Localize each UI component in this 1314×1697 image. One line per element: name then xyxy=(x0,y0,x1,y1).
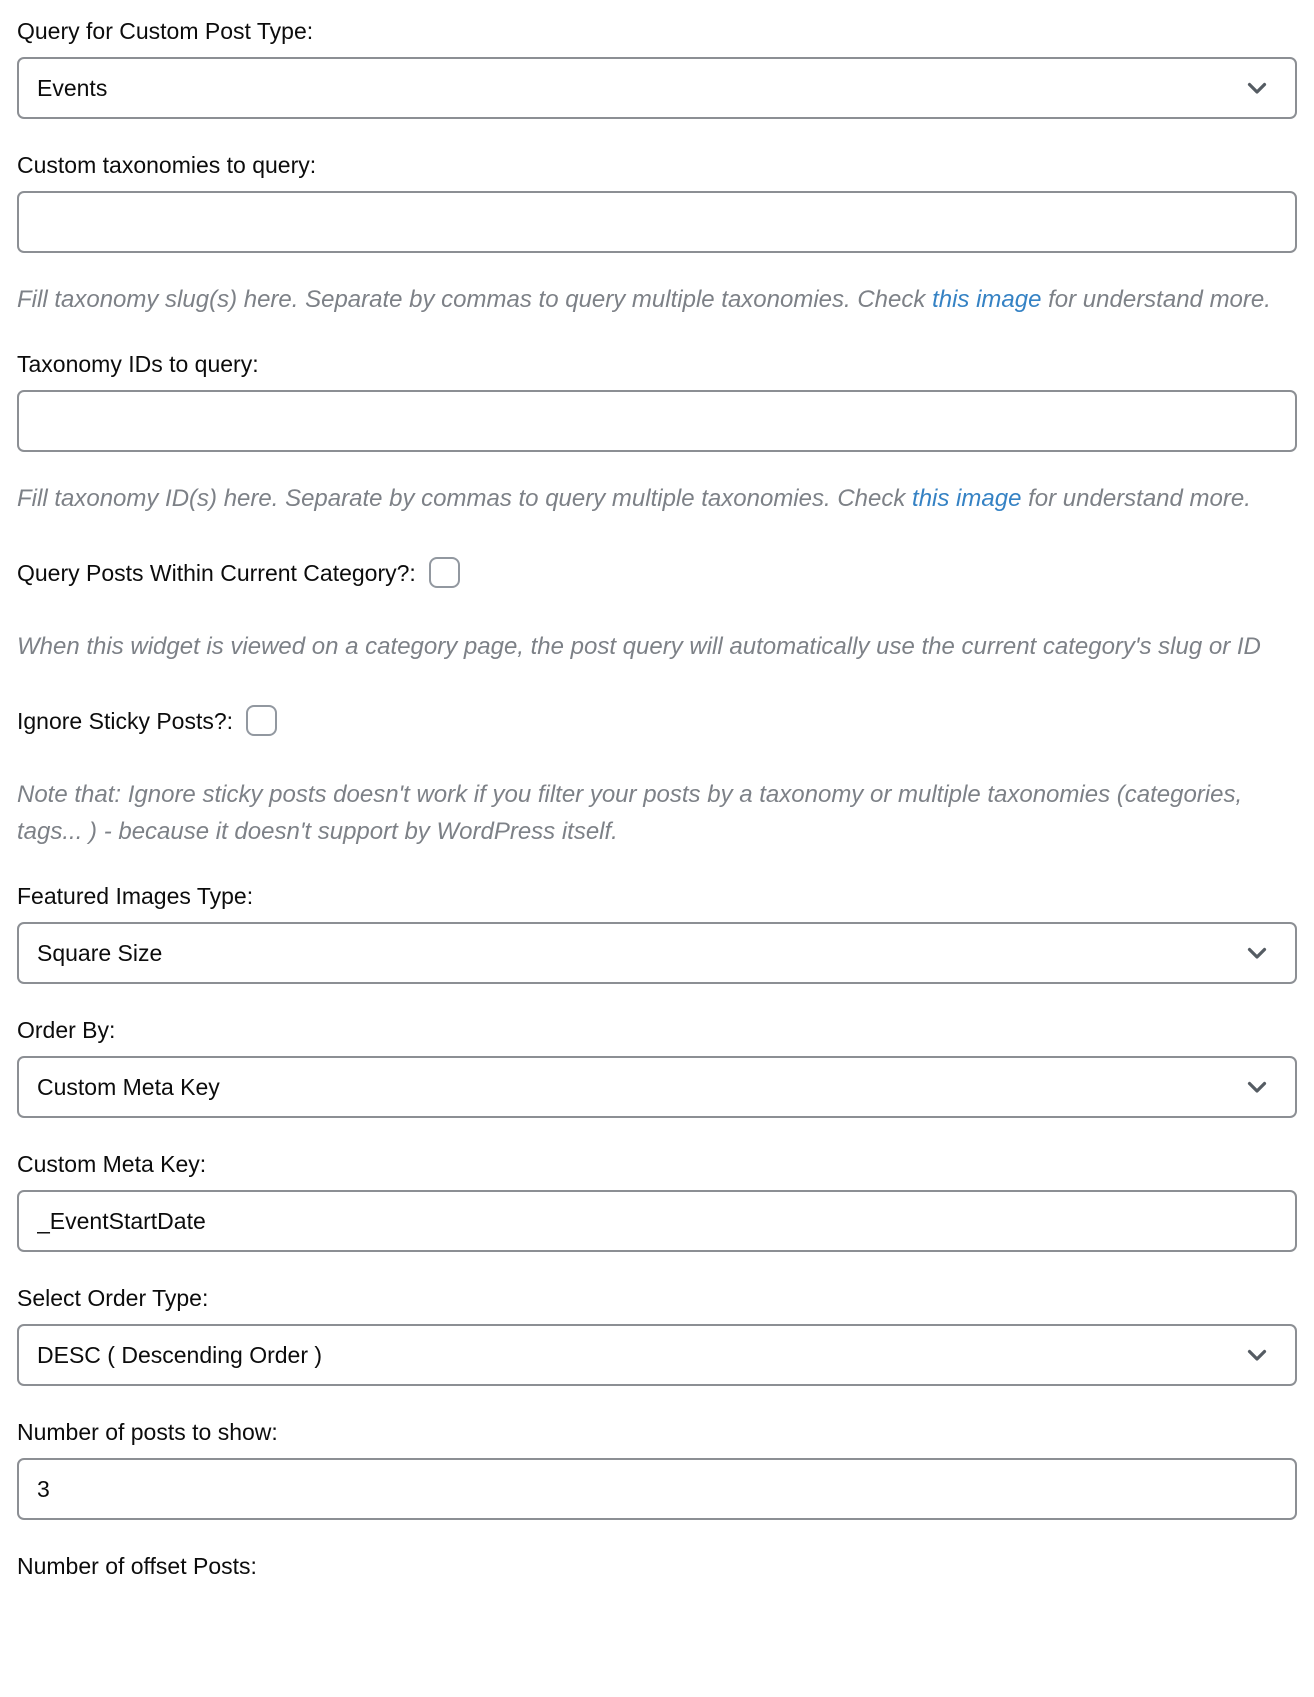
taxonomy-id-helper-suffix: for understand more. xyxy=(1028,485,1251,512)
taxonomy-id-helper-link[interactable]: this image xyxy=(912,485,1022,512)
order-by-label: Order By: xyxy=(17,1017,116,1043)
custom-taxonomies-label: Custom taxonomies to query: xyxy=(17,152,317,178)
chevron-down-icon xyxy=(1245,1343,1269,1367)
current-category-row xyxy=(17,557,1297,588)
chevron-down-icon xyxy=(1245,76,1269,100)
order-type-selected-value: DESC ( Descending Order ) xyxy=(37,1341,323,1368)
order-type-label: Select Order Type: xyxy=(17,1285,209,1311)
taxonomy-slug-helper-text xyxy=(17,281,1297,318)
taxonomy-slug-helper-link[interactable]: this image xyxy=(932,286,1042,313)
ignore-sticky-label: Ignore Sticky Posts?: xyxy=(17,707,234,734)
chevron-down-icon xyxy=(1245,941,1269,965)
chevron-down-icon xyxy=(1245,1075,1269,1099)
taxonomy-ids-label: Taxonomy IDs to query: xyxy=(17,351,259,377)
current-category-helper-text: When this widget is viewed on a category page, the post query will automatically use the current category's slug or ID xyxy=(17,633,1261,660)
taxonomy-id-helper-text xyxy=(17,480,1297,517)
featured-images-type-label: Featured Images Type: xyxy=(17,883,254,909)
posts-count-input[interactable] xyxy=(17,1458,1297,1520)
featured-images-type-selected-value: Square Size xyxy=(37,939,163,966)
posts-count-label: Number of posts to show: xyxy=(17,1419,278,1445)
taxonomy-slug-helper-suffix: for understand more. xyxy=(1048,286,1271,313)
order-by-select[interactable] xyxy=(17,1056,1297,1118)
current-category-label: Query Posts Within Current Category?: xyxy=(17,559,416,586)
taxonomy-id-helper-prefix: Fill taxonomy ID(s) here. Separate by commas to query multiple taxonomies. Check xyxy=(17,485,906,512)
widget-settings-form xyxy=(0,17,1314,1580)
current-category-checkbox[interactable] xyxy=(429,557,460,588)
order-type-select[interactable] xyxy=(17,1324,1297,1386)
featured-images-type-select[interactable] xyxy=(17,922,1297,984)
ignore-sticky-row xyxy=(17,705,1297,736)
taxonomy-ids-input[interactable] xyxy=(17,390,1297,452)
post-type-label: Query for Custom Post Type: xyxy=(17,18,314,44)
offset-posts-label: Number of offset Posts: xyxy=(17,1553,257,1579)
post-type-select[interactable] xyxy=(17,57,1297,119)
taxonomy-slug-helper-prefix: Fill taxonomy slug(s) here. Separate by commas to query multiple taxonomies. Check xyxy=(17,286,926,313)
custom-taxonomies-input[interactable] xyxy=(17,191,1297,253)
ignore-sticky-checkbox[interactable] xyxy=(246,705,277,736)
ignore-sticky-helper-text: Note that: Ignore sticky posts doesn't work if you filter your posts by a taxonomy or multiple taxonomies (categories, tags... ) - because it doesn't support by WordPress itself. xyxy=(17,781,1243,845)
custom-meta-key-label: Custom Meta Key: xyxy=(17,1151,207,1177)
custom-meta-key-input[interactable] xyxy=(17,1190,1297,1252)
post-type-selected-value: Events xyxy=(37,74,108,101)
order-by-selected-value: Custom Meta Key xyxy=(37,1073,220,1100)
